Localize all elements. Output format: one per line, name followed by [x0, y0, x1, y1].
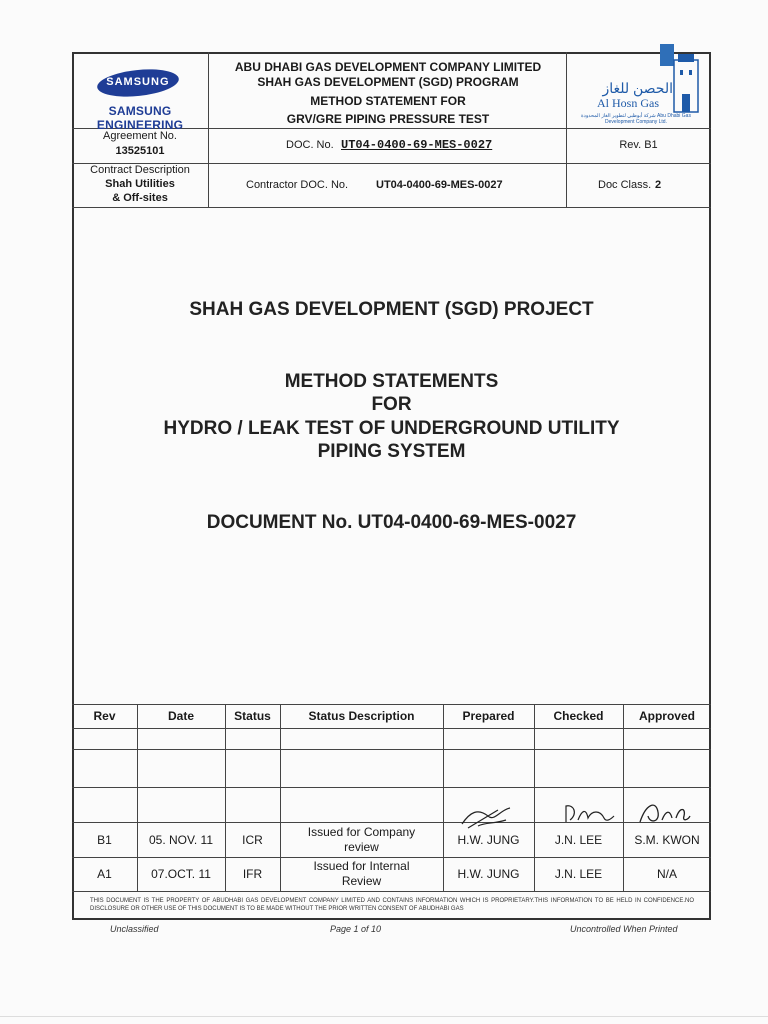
footer-page-number: Page 1 of 10 — [330, 924, 382, 934]
samsung-engineering-label: SAMSUNG ENGINEERING — [96, 104, 184, 132]
title-line4: PIPING SYSTEM — [317, 441, 466, 462]
method-statement-line2: GRV/GRE PIPING PRESSURE TEST — [286, 112, 490, 126]
alhosn-english-text: Al Hosn Gas — [597, 96, 659, 110]
divider — [443, 704, 444, 891]
divider — [72, 857, 711, 858]
header-approved: Approved — [638, 709, 695, 723]
divider — [72, 787, 711, 788]
divider — [72, 891, 711, 892]
row-b1-approved: S.M. KWON — [634, 833, 700, 847]
rev-label: Rev. B1 — [619, 139, 658, 151]
row-a1-description-line1: Issued for Internal — [313, 859, 410, 873]
footer-classification: Unclassified — [110, 924, 159, 934]
header-prepared: Prepared — [462, 709, 515, 723]
program-name: SHAH GAS DEVELOPMENT (SGD) PROGRAM — [257, 75, 519, 89]
contract-description-label: Contract Description — [90, 164, 190, 176]
agreement-value: 13525101 — [115, 145, 165, 157]
row-b1-description-line2: review — [344, 840, 379, 854]
method-statement-line1: METHOD STATEMENT FOR — [310, 94, 466, 108]
divider — [137, 704, 138, 891]
title-line2: FOR — [371, 394, 412, 415]
row-b1-status: ICR — [242, 833, 263, 847]
divider — [566, 52, 567, 207]
divider — [72, 704, 711, 705]
row-a1-status: IFR — [242, 867, 263, 881]
header-status: Status — [234, 709, 271, 723]
samsung-logo-text: SAMSUNG — [106, 76, 170, 89]
row-b1-description-line1: Issued for Company — [307, 825, 416, 839]
divider — [208, 52, 209, 207]
row-b1-prepared: H.W. JUNG — [457, 833, 520, 847]
doc-class-value: 2 — [655, 179, 662, 191]
alhosn-arabic-text: الحصن للغاز — [602, 80, 673, 96]
contract-description-value2: & Off-sites — [112, 192, 168, 204]
contractor-doc-value: UT04-0400-69-MES-0027 — [376, 179, 503, 191]
company-name: ABU DHABI GAS DEVELOPMENT COMPANY LIMITED — [234, 60, 542, 74]
doc-class-label: Doc Class. — [598, 179, 652, 191]
row-a1-prepared: H.W. JUNG — [457, 867, 520, 881]
row-a1-description-line2: Review — [341, 874, 382, 888]
scan-edge — [0, 1016, 768, 1017]
signature-prepared — [458, 804, 518, 830]
confidentiality-disclaimer: THIS DOCUMENT IS THE PROPERTY OF ABUDHABI GAS DEVELOPMENT COMPANY LIMITED AND CONTAINS INFORMATION WHICH IS PROPRIETARY.THIS INFORMATION TO BE HELD IN CONFIDENCE.NO DISCLOSURE OR OTHER USE OF THIS DOCUMENT IS TO BE MADE WITHOUT THE PRIOR WRITTEN CONSENT OF ABUDHABI GAS — [90, 898, 694, 912]
row-b1-rev: B1 — [97, 833, 112, 847]
divider — [72, 207, 711, 208]
row-a1-checked: J.N. LEE — [554, 867, 603, 881]
row-a1-rev: A1 — [97, 867, 112, 881]
contractor-doc-label: Contractor DOC. No. — [246, 179, 349, 191]
signature-checked — [560, 800, 616, 828]
agreement-label: Agreement No. — [103, 130, 177, 142]
row-a1-approved: N/A — [656, 867, 677, 881]
divider — [623, 704, 624, 891]
header-rev: Rev — [93, 709, 116, 723]
divider — [72, 749, 711, 750]
row-b1-checked: J.N. LEE — [554, 833, 603, 847]
alhosn-company-text: شركة أبوظبي لتطوير الغاز المحدودة Abu Dhabi Gas Development Company Ltd. — [581, 113, 691, 125]
contract-description-value1: Shah Utilities — [105, 178, 175, 190]
project-title: SHAH GAS DEVELOPMENT (SGD) PROJECT — [189, 299, 594, 320]
divider — [534, 704, 535, 891]
header-date: Date — [167, 709, 194, 723]
row-a1-date: 07.OCT. 11 — [151, 867, 211, 881]
header-status-description: Status Description — [308, 709, 415, 723]
divider — [72, 728, 711, 729]
signature-approved — [636, 798, 692, 828]
doc-no-label: DOC. No. — [286, 139, 334, 151]
title-line1: METHOD STATEMENTS — [284, 371, 499, 392]
doc-no-value: UT04-0400-69-MES-0027 — [341, 138, 493, 152]
footer-uncontrolled: Uncontrolled When Printed — [570, 924, 678, 934]
row-b1-date: 05. NOV. 11 — [148, 833, 214, 847]
alhosn-fort-icon — [658, 44, 702, 116]
document-number: DOCUMENT No. UT04-0400-69-MES-0027 — [206, 512, 577, 533]
header-checked: Checked — [553, 709, 604, 723]
title-line3: HYDRO / LEAK TEST OF UNDERGROUND UTILITY — [163, 418, 620, 439]
divider — [225, 704, 226, 891]
